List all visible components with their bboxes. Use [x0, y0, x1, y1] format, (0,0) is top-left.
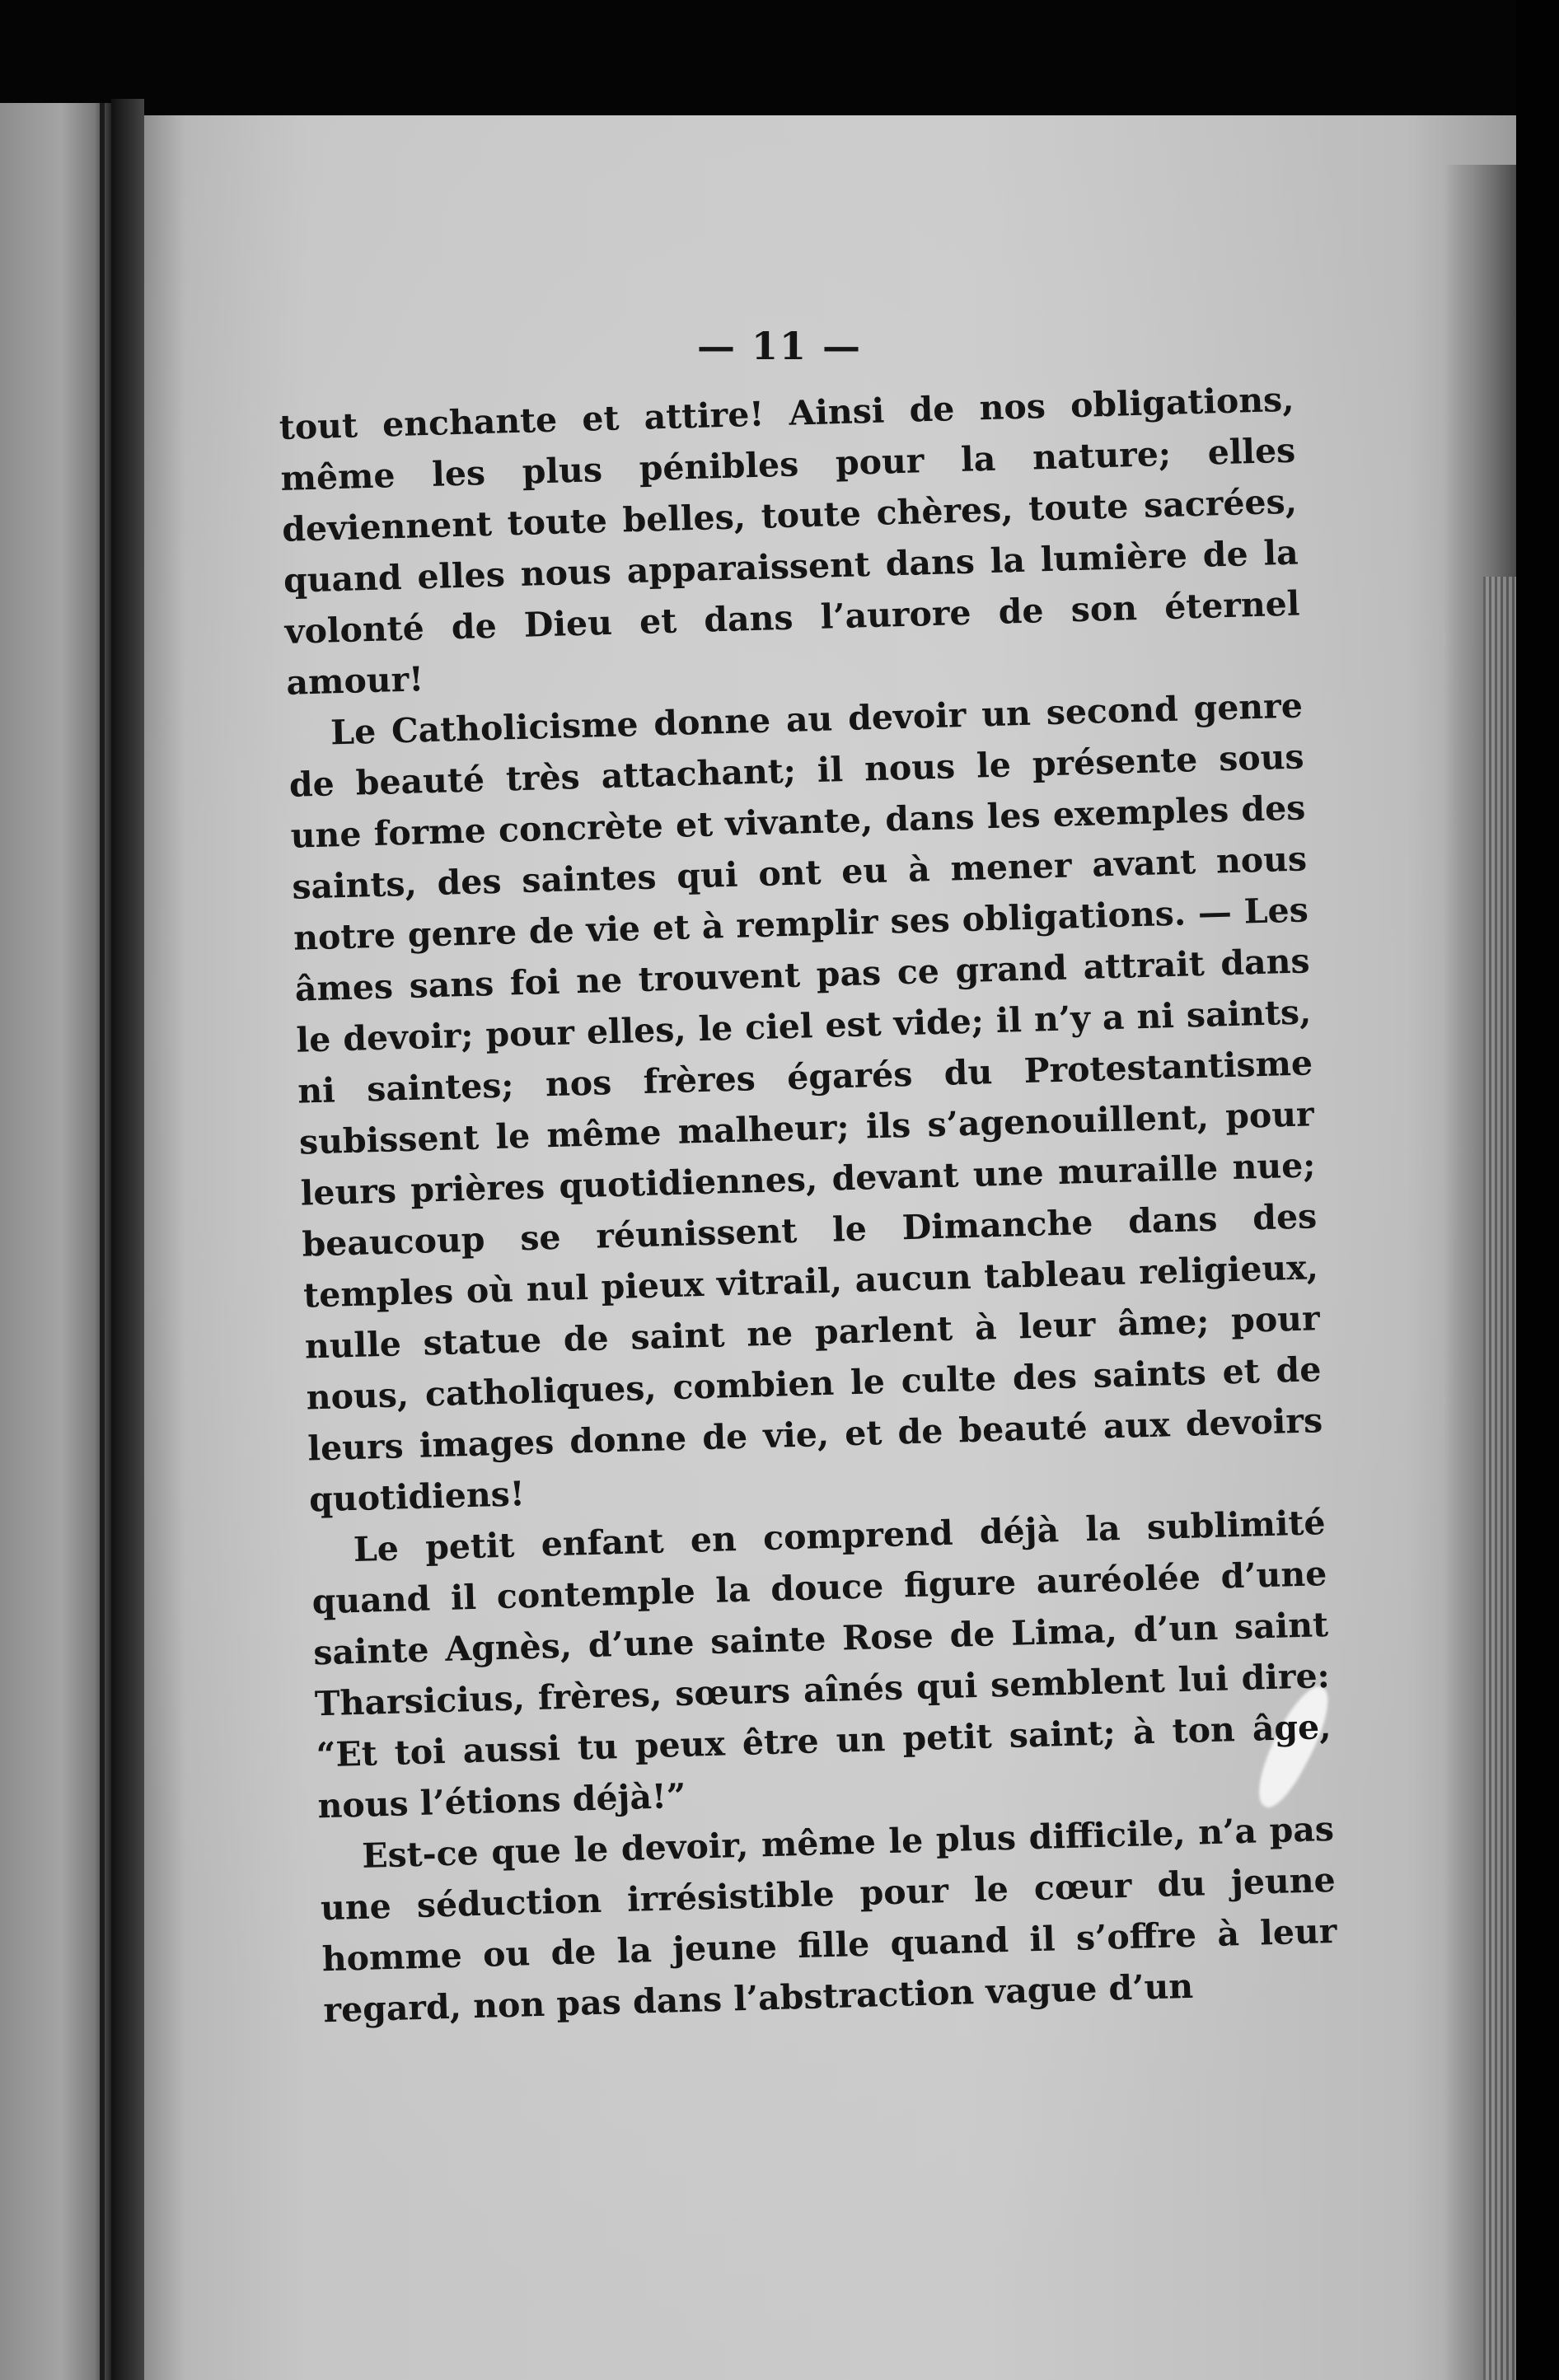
body-text: [279, 374, 1339, 2036]
stacked-page-edges: [1483, 577, 1516, 2380]
paragraph: tout enchante et attire! Ainsi de nos obligations, même les plus pénibles pour la nature; elles deviennent toute belles, toute chères, toute sacrées, quand elles nous apparaissent dans la lumière de la volonté de Dieu et dans l’aurore de son éternel amour!: [279, 379, 1300, 703]
paragraph: Le petit enfant en comprend déjà la sublimité quand il contemple la douce figure auréolée d’une sainte Agnès, d’une sainte Rose de Lima, d’un saint Tharsicius, frères, sœurs aînés qui semblent lui dire: “Et toi aussi tu peux être un petit saint; à ton âge, nous l’étions déjà!”: [311, 1503, 1332, 1826]
page-number: — 11 —: [696, 324, 863, 368]
paragraph: Le Catholicisme donne au devoir un second genre de beauté très attachant; il nous le présente sous une forme concrète et vivante, dans les exemples des saints, des saintes qui ont eu à mener avant nous notre genre de vie et à remplir ses obligations. — Les âmes sans foi ne trouvent pas ce grand attrait dans le devoir; pour elles, le ciel est vide; il n’y a ni saints, ni saintes; nos frères égarés du Protestantisme subissent le même malheur; ils s’agenouillent, pour leurs prières quotidiennes, devant une muraille nue; beaucoup se réunissent le Dimanche dans des temples où nul pieux vitrail, aucun tableau religieux, nulle statue de saint ne parlent à leur âme; pour nous, catholiques, combien le culte des saints et de leurs images donne de vie, et de beauté aux devoirs quotidiens!: [288, 685, 1323, 1520]
book-gutter: [111, 99, 144, 2380]
left-page-edge: [0, 103, 111, 2380]
paragraph: Est-ce que le devoir, même le plus difficile, n’a pas une séduction irrésistible pour le cœur du jeune homme ou de la jeune fille quand il s’offre à leur regard, non pas dans l’abstraction vague d’un: [320, 1808, 1337, 2031]
